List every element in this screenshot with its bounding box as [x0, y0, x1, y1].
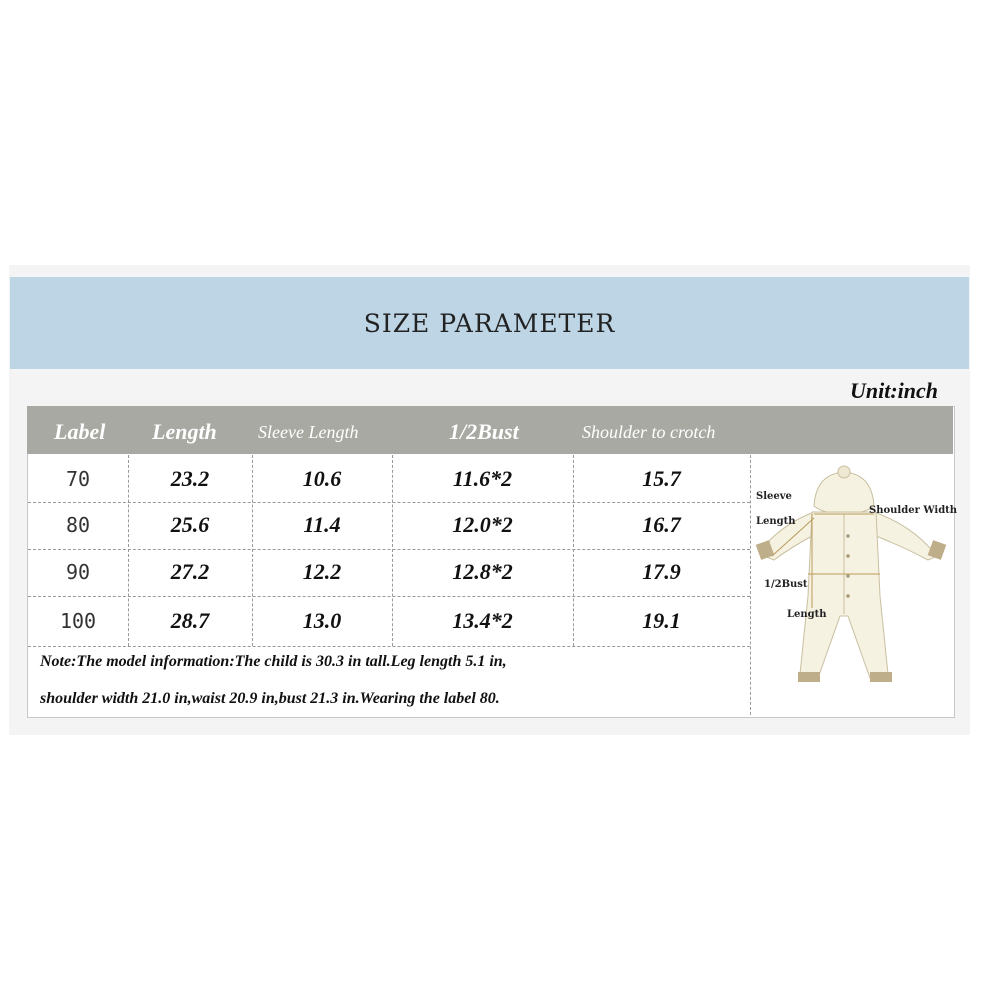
column-header-half-bust: 1/2Bust	[449, 419, 519, 444]
diagram-label-sleeve: Sleeve	[756, 491, 792, 502]
diagram-label-body-length: Length	[787, 609, 827, 620]
length-value: 28.7	[170, 608, 210, 633]
shoulder-to-crotch-value: 16.7	[642, 512, 681, 537]
grid-line	[750, 455, 751, 715]
sleeve-length-value: 11.4	[303, 512, 341, 537]
size-label: 90	[65, 560, 91, 584]
shoulder-to-crotch-value: 17.9	[642, 559, 681, 584]
size-label: 100	[59, 609, 97, 633]
size-label: 80	[65, 513, 91, 537]
length-value: 23.2	[170, 466, 210, 491]
length-value: 27.2	[170, 559, 210, 584]
model-note-line-2: shoulder width 21.0 in,waist 20.9 in,bust 21.3 in.Wearing the label 80.	[40, 690, 500, 707]
half-bust-value: 12.8*2	[452, 559, 513, 584]
shoulder-to-crotch-value: 19.1	[642, 608, 681, 633]
sleeve-length-value: 10.6	[302, 466, 342, 491]
length-value: 25.6	[170, 512, 210, 537]
size-label: 70	[65, 467, 91, 491]
half-bust-value: 13.4*2	[452, 608, 513, 633]
half-bust-value: 12.0*2	[452, 512, 513, 537]
sleeve-length-value: 12.2	[302, 559, 342, 584]
shoulder-to-crotch-value: 15.7	[642, 466, 681, 491]
unit-label: Unit:inch	[850, 378, 939, 403]
column-header-length: Length	[152, 419, 217, 444]
grid-line	[28, 646, 750, 647]
column-header-sleeve-length: Sleeve Length	[258, 422, 359, 442]
page-title: SIZE PARAMETER	[363, 308, 616, 338]
half-bust-value: 11.6*2	[452, 466, 513, 491]
grid-line	[28, 596, 750, 597]
column-header-label: Label	[54, 419, 106, 444]
diagram-label-half-bust: 1/2Bust	[764, 579, 808, 590]
diagram-label-shoulder-width: Shoulder Width	[869, 505, 958, 516]
sleeve-length-value: 13.0	[302, 608, 342, 633]
column-header-shoulder-to-crotch: Shoulder to crotch	[582, 422, 716, 442]
title-banner	[10, 277, 969, 369]
model-note-line-1: Note:The model information:The child is 30.3 in tall.Leg length 5.1 in,	[40, 653, 507, 670]
diagram-label-sleeve-length: Length	[756, 516, 796, 527]
garment-diagram	[752, 456, 958, 714]
